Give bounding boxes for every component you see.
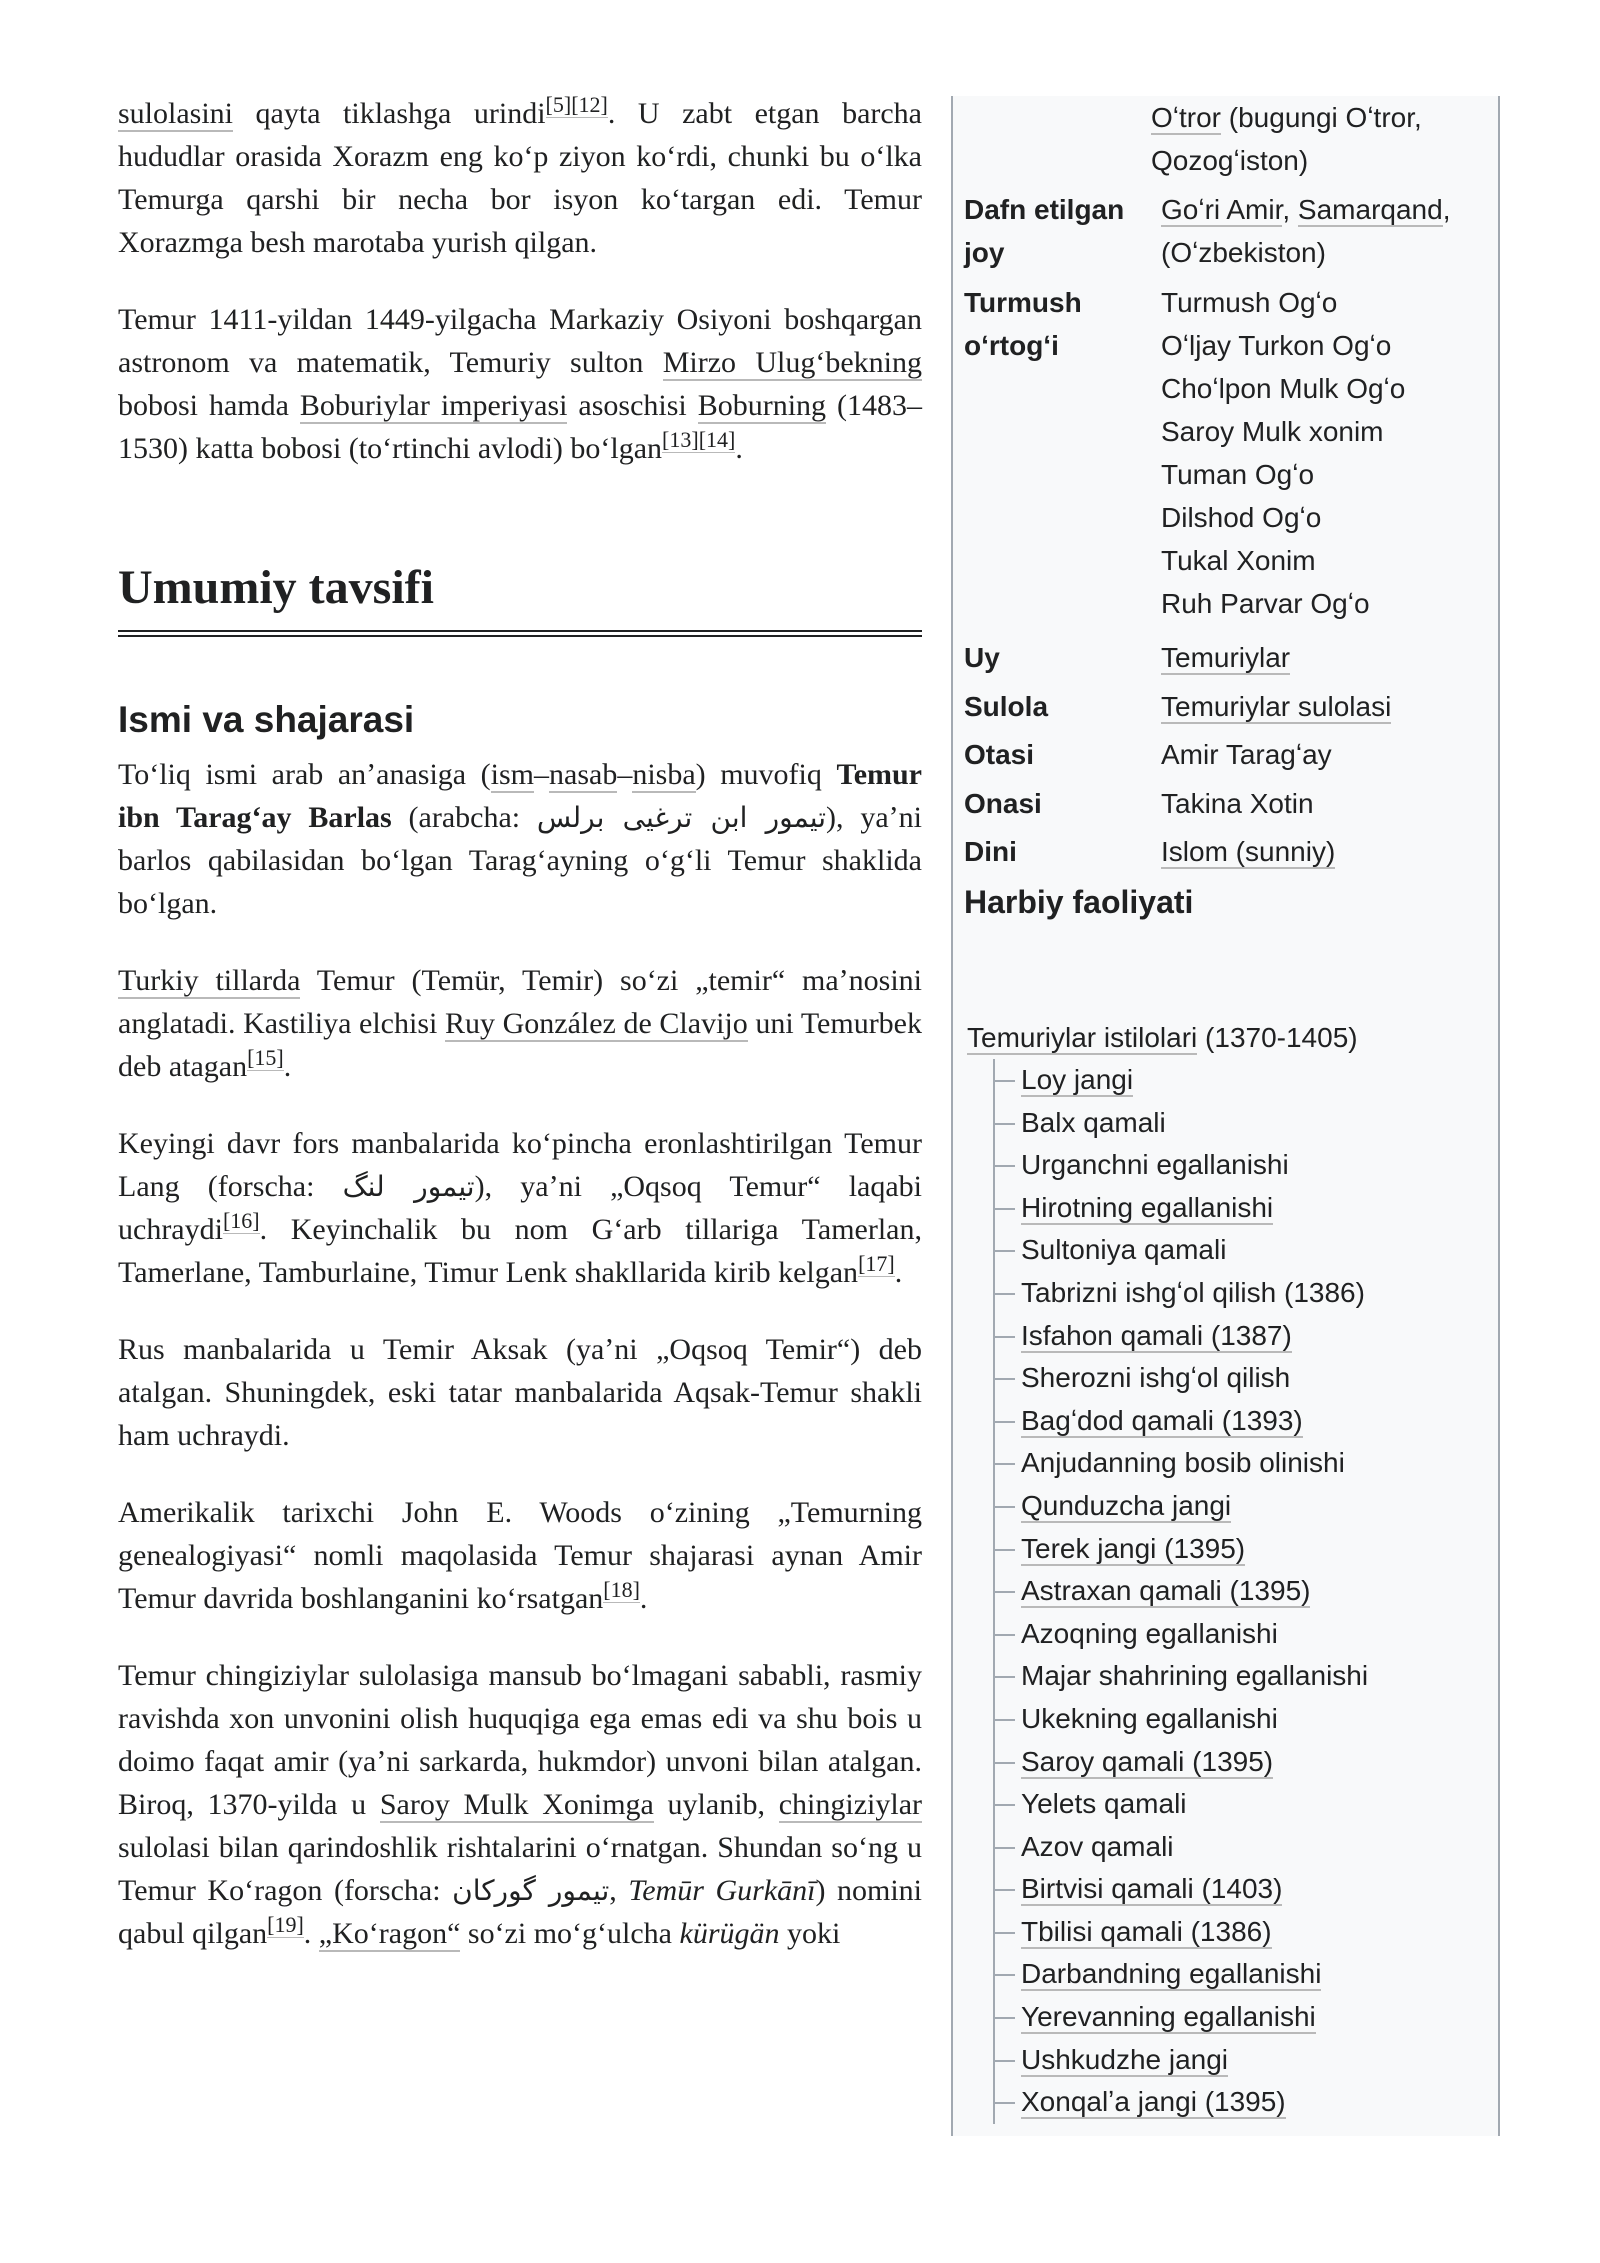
citation-5[interactable]: [5] [545, 92, 572, 117]
infobox-value [1161, 685, 1481, 728]
link-nasab[interactable]: nasab [549, 758, 618, 791]
link-samarqand[interactable]: Samarqand [1297, 194, 1443, 225]
citation [603, 1577, 640, 1603]
campaign-link[interactable]: Darbandning egallanishi [1021, 1958, 1322, 1990]
campaign-link[interactable]: Xonqalʼa jangi (1395) [1021, 2086, 1286, 2118]
text: , [609, 1874, 629, 1907]
spouse-item: Dilshod Ogʻo [1161, 502, 1322, 533]
citation-13[interactable]: [13] [662, 427, 699, 452]
paragraph-8 [118, 1654, 922, 1955]
campaign-label: Ukekning egallanishi [1021, 1702, 1278, 1734]
citation [247, 1045, 284, 1071]
link-ism[interactable]: ism [490, 758, 535, 791]
infobox-label: Dini [964, 836, 1017, 867]
infobox-label: Onasi [964, 788, 1042, 819]
spouse-item: Tukal Xonim [1161, 545, 1316, 576]
campaign-link[interactable]: Saroy qamali (1395) [1021, 1745, 1274, 1777]
text: Toʻliq ismi arab anʼanasiga ( [118, 758, 491, 791]
campaign-item [995, 1911, 1368, 1954]
military-heading: Harbiy faoliyati [964, 884, 1194, 920]
campaign-label: Yelets qamali [1021, 1788, 1187, 1820]
spouse-item: Tuman Ogʻo [1161, 459, 1315, 490]
campaign-link[interactable]: Astraxan qamali (1395) [1021, 1575, 1311, 1607]
campaign-label: Balx qamali [1021, 1106, 1166, 1138]
campaign-item [995, 1570, 1368, 1613]
text: (1370-1405) [1197, 1022, 1358, 1053]
text: Amerikalik tarixchi John E. Woods oʻzining „Temurning genealogiyasi“ nomli maqolasida Temur shajarasi aynan Amir Temur davrida boshlanganini koʻrsatgan [118, 1496, 922, 1615]
infobox-value [1161, 636, 1481, 679]
campaign-item [995, 2039, 1368, 2082]
infobox-value [1161, 830, 1481, 873]
citation-18[interactable]: [18] [603, 1577, 640, 1602]
text: ) nomini qabul qilgan [118, 1874, 923, 1950]
text: (1483–1530) katta bobosi (toʻrtinchi avlodi) boʻlgan [118, 389, 922, 465]
text: uni Temurbek deb atagan [118, 1007, 922, 1083]
text: , [1282, 194, 1298, 225]
citation [267, 1912, 304, 1938]
link-saroy-mulk-xonim[interactable]: Saroy Mulk Xonimga [379, 1788, 654, 1821]
paragraph-1 [118, 92, 922, 264]
campaign-item [995, 1357, 1368, 1400]
campaign-item [995, 1741, 1368, 1784]
paragraph-6 [118, 1328, 922, 1457]
link-sulolasini[interactable]: sulolasini [118, 97, 234, 130]
campaign-item [995, 1783, 1368, 1826]
campaign-label: Sultoniya qamali [1021, 1234, 1227, 1266]
citation-14[interactable]: [14] [698, 427, 736, 452]
campaign-link[interactable]: Loy jangi [1021, 1064, 1134, 1095]
campaign-item [995, 1613, 1368, 1656]
section-heading: Umumiy tavsifi [118, 558, 922, 637]
text: – [617, 758, 633, 791]
spouse-item: Choʻlpon Mulk Ogʻo [1161, 373, 1406, 404]
text: sulolasi bilan qarindoshlik rishtalarini oʻrnatgan. Shundan soʻng u Temur Koʻragon (forscha: [118, 1831, 922, 1907]
campaign-item [995, 1272, 1368, 1315]
text: (arabcha: [391, 801, 537, 834]
text: (bugungi Oʻtror, [1221, 102, 1422, 133]
campaign-item [995, 1528, 1368, 1571]
link-temuriylar-istilolari[interactable]: Temuriylar istilolari [967, 1022, 1198, 1053]
link-turkiy-tillar[interactable]: Turkiy tillarda [118, 964, 301, 997]
campaign-item [995, 1868, 1368, 1911]
text: . [735, 432, 743, 465]
campaign-link[interactable]: Ushkudzhe jangi [1021, 2043, 1229, 2075]
text: yoki [779, 1917, 841, 1950]
paragraph-3 [118, 753, 922, 925]
text: ) muvofiq [695, 758, 837, 791]
citation [223, 1208, 260, 1234]
campaign-link[interactable]: Tbilisi qamali (1386) [1021, 1915, 1272, 1947]
infobox-value: Takina Xotin [1161, 788, 1314, 819]
paragraph-2 [118, 298, 922, 470]
campaign-list [993, 1059, 1368, 2124]
spouse-item: Oʻljay Turkon Ogʻo [1161, 330, 1392, 361]
infobox [951, 96, 1500, 2136]
campaign-link[interactable]: Qunduzcha jangi [1021, 1489, 1232, 1521]
text: Temur 1411-yildan 1449-yilgacha Markaziy Osiyoni boshqargan astronom va matematik, Temuriy sulton [118, 303, 922, 379]
citation-12[interactable]: [12] [571, 92, 608, 117]
persian-title: تیمور گورکان [452, 1874, 610, 1907]
spouse-item: Turmush Ogʻo [1161, 287, 1338, 318]
citation-16[interactable]: [16] [222, 1208, 260, 1233]
campaign-link[interactable]: Birtvisi qamali (1403) [1021, 1873, 1283, 1905]
link-chingiziylar[interactable]: chingiziylar [778, 1788, 922, 1821]
infobox-value: Amir Taragʻay [1161, 739, 1332, 770]
text: qayta tiklashga urindi [233, 97, 546, 130]
infobox-label: Sulola [964, 691, 1049, 722]
campaign-item [995, 1485, 1368, 1528]
campaign-item [995, 1996, 1368, 2039]
italic-name: Temūr Gurkānī [628, 1874, 816, 1907]
campaign-item [995, 1315, 1368, 1358]
campaign-item [995, 1400, 1368, 1443]
link-ulugbek[interactable]: Mirzo Ulugʻbekning [662, 346, 922, 379]
spouse-item: Saroy Mulk xonim [1161, 416, 1384, 447]
persian-name: تیمور لنگ [342, 1170, 475, 1203]
arabic-name: تیمور ابن ترغیی برلس [536, 801, 827, 834]
campaign-item [995, 2081, 1368, 2124]
link-gori-amir[interactable]: Goʻri Amir [1161, 194, 1283, 225]
campaign-label: Sherozni ishgʻol qilish [1021, 1362, 1291, 1394]
link-temuriylar-sulolasi[interactable]: Temuriylar sulolasi [1161, 691, 1392, 722]
infobox-label: Uy [964, 642, 1000, 673]
citation [546, 92, 608, 118]
text: . [303, 1917, 319, 1950]
campaign-link[interactable]: Yerevanning egallanishi [1021, 2001, 1316, 2033]
campaign-link[interactable]: Terek jangi (1395) [1021, 1532, 1246, 1564]
italic-word: kürügän [679, 1917, 780, 1950]
text: Temur chingiziylar sulolasiga mansub boʻlmagani sababli, rasmiy ravishda xon unvonini olish huquqiga ega emas edi va shu bois u doimo faqat amir (yaʼni sarkarda, hukmdor) unvoni bilan atalgan. Biroq, 1370-yilda u [118, 1659, 922, 1821]
text: Qozogʻiston) [1151, 145, 1309, 176]
campaign-item [995, 1698, 1368, 1741]
text: Rus manbalarida u Temir Aksak (yaʼni „Oqsoq Temir“) deb atalgan. Shuningdek, eski tatar manbalarida Aqsak-Temur shakli ham uchraydi. [118, 1333, 922, 1452]
link-clavijo[interactable]: Ruy González de Clavijo [444, 1007, 748, 1040]
text: ), yaʼni barlos qabilasidan boʻlgan Taragʻayning oʻgʻli Temur shaklida boʻlgan. [118, 801, 922, 920]
campaign-label: Azoqning egallanishi [1021, 1617, 1278, 1649]
campaign-link[interactable]: Hirotning egallanishi [1021, 1191, 1274, 1223]
campaign-label: Tabrizni ishgʻol qilish (1386) [1021, 1276, 1365, 1308]
campaign-item [995, 1102, 1368, 1145]
link-nisba[interactable]: nisba [632, 758, 696, 791]
citation-15[interactable]: [15] [247, 1045, 284, 1070]
campaign-item [995, 1442, 1368, 1485]
bold-full-name: Temur ibn Taragʻay Barlas [118, 758, 922, 834]
link-boburiylar-imperiyasi[interactable]: Boburiylar imperiyasi [299, 389, 568, 422]
link-bobur[interactable]: Boburning [697, 389, 827, 422]
campaign-tree [967, 1016, 1368, 2124]
campaign-label: Urganchni egallanishi [1021, 1149, 1289, 1181]
link-otror[interactable]: Oʻtror [1151, 102, 1221, 133]
campaign-item [995, 1059, 1368, 1102]
citation [662, 427, 735, 453]
text: ), yaʼni „Oqsoq Temur“ laqabi uchraydi [118, 1170, 922, 1246]
infobox-value [1161, 188, 1481, 274]
text: Temur (Temür, Temir) soʻzi „temir“ maʼnosini anglatadi. Kastiliya elchisi [118, 964, 922, 1040]
campaign-item [995, 1953, 1368, 1996]
campaign-item [995, 1229, 1368, 1272]
campaign-tree-root [967, 1016, 1368, 1059]
link-koragon[interactable]: „Koʻragon“ [318, 1917, 461, 1950]
text: . U zabt etgan barcha hududlar orasida Xorazm eng koʻp ziyon koʻrdi, chunki bu oʻlka Temurga qarshi bir necha bor isyon koʻtargan edi. Temur Xorazmga besh marotaba yurish qilgan. [118, 97, 922, 259]
text: , [1442, 194, 1451, 225]
infobox-label: Turmush oʻrtogʻi [964, 287, 1082, 361]
text: Keyingi davr fors manbalarida koʻpincha eronlashtirilgan Temur Lang (forscha: [118, 1127, 922, 1203]
text: . [894, 1256, 903, 1289]
article-body [118, 92, 922, 1989]
text: . [283, 1050, 292, 1083]
infobox-label: Otasi [964, 739, 1035, 770]
link-temuriylar[interactable]: Temuriylar [1161, 642, 1291, 673]
text: – [534, 758, 550, 791]
text: bobosi hamda [118, 389, 300, 422]
birthplace-value [1151, 96, 1422, 182]
campaign-label: Anjudanning bosib olinishi [1021, 1447, 1345, 1479]
citation [858, 1251, 895, 1277]
text: asoschisi [567, 389, 698, 422]
spouse-list [1161, 281, 1481, 625]
text: . Keyinchalik bu nom Gʻarb tillariga Tamerlan, Tamerlane, Tamburlaine, Timur Lenk shakllarida kirib kelgan [118, 1213, 922, 1289]
spouse-item: Ruh Parvar Ogʻo [1161, 588, 1370, 619]
campaign-item [995, 1144, 1368, 1187]
campaign-label: Majar shahrining egallanishi [1021, 1660, 1369, 1692]
text: . [639, 1582, 648, 1615]
campaign-item [995, 1187, 1368, 1230]
citation-17[interactable]: [17] [858, 1251, 895, 1276]
text: (Oʻzbekiston) [1161, 237, 1326, 268]
campaign-item [995, 1655, 1368, 1698]
paragraph-4 [118, 959, 922, 1088]
text: soʻzi moʻgʻulcha [460, 1917, 680, 1950]
citation-19[interactable]: [19] [267, 1912, 304, 1937]
campaign-label: Azov qamali [1021, 1830, 1174, 1862]
subsection-heading: Ismi va shajarasi [118, 699, 415, 740]
campaign-link[interactable]: Isfahon qamali (1387) [1021, 1319, 1292, 1351]
campaign-item [995, 1826, 1368, 1869]
paragraph-7 [118, 1491, 922, 1620]
infobox-label: Dafn etilgan joy [964, 194, 1125, 268]
text: uylanib, [653, 1788, 779, 1821]
link-islom[interactable]: Islom (sunniy) [1161, 836, 1336, 867]
campaign-link[interactable]: Bagʻdod qamali (1393) [1021, 1404, 1303, 1436]
paragraph-5 [118, 1122, 922, 1294]
